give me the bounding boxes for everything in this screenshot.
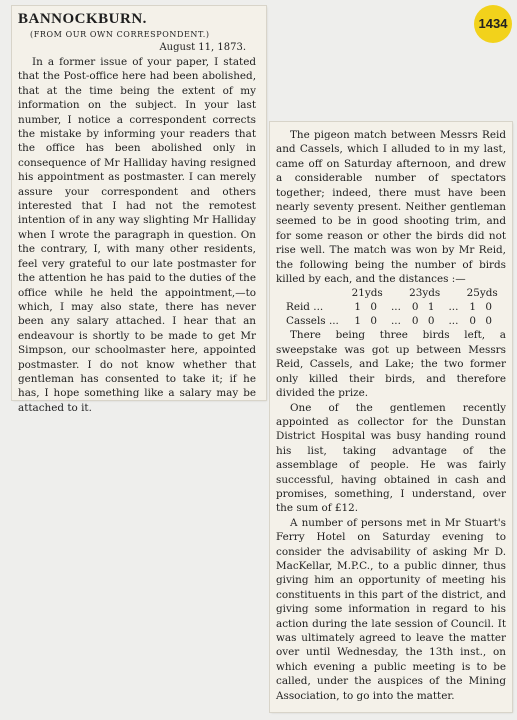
distance-header: 21yds — [351, 287, 383, 300]
separator: ... — [390, 301, 401, 314]
left-column — [18, 10, 256, 415]
shooter-name — [282, 300, 343, 314]
public-dinner-paragraph: A number of persons met in Mr Stuart's Ferry Hotel on Saturday evening to consider the advisability of asking Mr D. MacKellar, M.P.C., to a public dinner, thus giving him an opportunity of meeting his constituents in this part of the district, and giving some information in regard to his action during the late session of Council. It was ultimately agreed to leave the matter over until Wednesday, the 13th inst., on which evening a public meeting is to be called, under the auspices of the Mining Association, to go into the matter. — [276, 516, 506, 702]
table-row — [282, 314, 506, 328]
score-cell: 1 0 — [354, 315, 380, 328]
separator — [448, 286, 458, 300]
page-number-badge: 1434 — [474, 5, 512, 43]
pigeon-match-paragraph: The pigeon match between Messrs Reid and Cassels, which I alluded to in my last, came off on Saturday afternoon, and drew a considerable number of spectators together; indeed, there must have been nearly seventy present. Neither gentleman seemed to be in good shooting trim, and for some reason or other the birds did not rise well. The match was won by Mr Reid, the following being the number of birds killed by each, and the distances :— — [276, 129, 506, 286]
separator: ... — [313, 301, 324, 314]
left-newspaper-clipping — [12, 6, 266, 414]
shooter-name-text: Cassels — [286, 315, 326, 328]
shooter-name-text: Reid — [286, 301, 310, 314]
separator: ... — [328, 315, 339, 328]
score-cell: 0 1 — [411, 301, 438, 314]
score-cell: 0 0 — [469, 315, 495, 328]
byline: (FROM OUR OWN CORRESPONDENT.) — [30, 30, 210, 39]
score-cell: 0 0 — [411, 315, 438, 328]
headline: BANNOCKBURN. — [18, 11, 147, 27]
table-row — [282, 300, 506, 314]
distance-header-row — [282, 286, 506, 300]
right-newspaper-clipping — [270, 122, 512, 712]
score-cell: 1 0 — [469, 301, 495, 314]
post-office-paragraph: In a former issue of your paper, I stated that the Post-office here had been abolished, that at the time being the extent of my information on the subject. In your last number, I notice a correspondent corrects the mistake by informing your readers that the office has been abolished only in consequence of Mr Halliday having resigned his appointment as postmaster. I can merely assure your correspondent and others interested that I had not the remotest intention of in any way slighting Mr Halliday when I wrote the paragraph in question. On the contrary, I, with many other residents, feel very grateful to our late postmaster for the attention he has paid to the duties of the office while he held the appointment,—to which, I may also state, there has never been any salary attached. I hear that an endeavour is shortly to be made to get Mr Simpson, our schoolmaster here, appointed postmaster. I do not know whether that gentleman has consented to take it; if he has, I hope something like a salary may be attached to it. — [18, 56, 256, 414]
distance-header-spacer — [282, 286, 343, 300]
distance-header: 25yds — [466, 287, 498, 300]
distance-table — [282, 286, 506, 328]
score-cell: 1 0 — [354, 301, 380, 314]
separator — [391, 286, 401, 300]
separator: ... — [448, 315, 459, 328]
shooter-name — [282, 314, 343, 328]
separator: ... — [390, 315, 401, 328]
separator: ... — [448, 301, 459, 314]
dateline: August 11, 1873. — [159, 42, 246, 53]
sweepstake-paragraph: There being three birds left, a sweepstake was got up between Messrs Reid, Cassels, and Lake; the two former only killed their birds, and therefore divided the prize. — [276, 329, 506, 400]
distance-header: 23yds — [409, 287, 441, 300]
hospital-collector-paragraph: One of the gentlemen recently appointed as collector for the Dunstan District Hospital was busy handing round his list, taking advantage of the assemblage of people. He was fairly successful, having obtained in cash and promises, something, I understand, over the sum of £12. — [276, 401, 506, 515]
right-column — [276, 128, 506, 703]
